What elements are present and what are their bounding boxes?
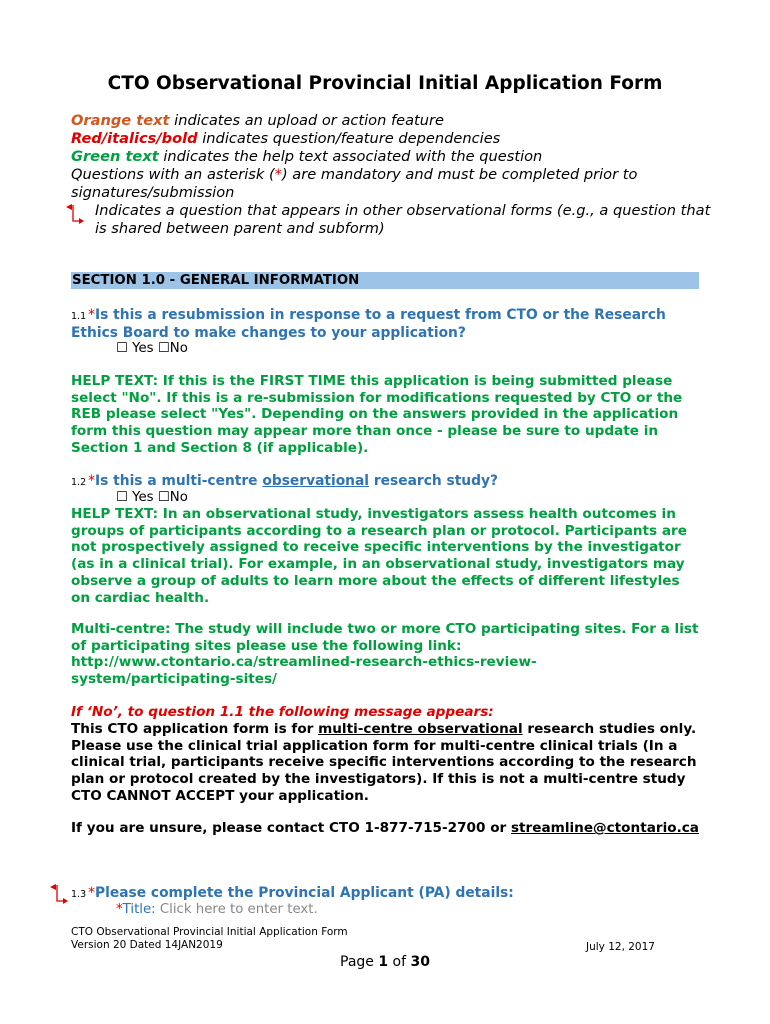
page-total: 30 <box>410 954 430 970</box>
legend-green-desc: indicates the help text associated with the question <box>158 148 543 165</box>
question-text: Please complete the Provincial Applicant (PA) details: <box>95 885 514 901</box>
legend-red-desc: indicates question/feature dependencies <box>197 130 501 147</box>
question-number: 1.3 <box>71 889 87 900</box>
dependency-text: This CTO application form is for <box>71 721 319 737</box>
question-number: 1.1 <box>71 311 87 322</box>
contact-info <box>71 820 701 837</box>
footer <box>71 926 348 952</box>
required-asterisk: * <box>88 473 96 489</box>
footer-version: Version 20 Dated 14JAN2019 <box>71 939 223 951</box>
question-1-1 <box>71 307 701 342</box>
page-of: of <box>388 954 411 970</box>
required-asterisk: * <box>116 902 123 917</box>
legend-asterisk-mark: * <box>274 166 282 183</box>
page-title: CTO Observational Provincial Initial Application Form <box>107 73 663 94</box>
legend-green <box>71 148 711 166</box>
question-number: 1.2 <box>71 477 87 488</box>
shared-question-icon <box>64 202 86 224</box>
section-header: SECTION 1.0 - GENERAL INFORMATION <box>71 272 699 289</box>
legend-red <box>71 130 711 148</box>
shared-question-icon <box>48 882 70 904</box>
help-text-1-2: HELP TEXT: In an observational study, investigators assess health outcomes in groups of participants according to a research plan or protocol. Participants are not prospectively assigned to receive specific interventions by the investigator (as in a clinical trial). For example, in an observational study, investigators may observe a group of adults to learn more about the effects of different lifestyles on cardiac health. <box>71 506 687 606</box>
title-label: Title: <box>122 902 156 917</box>
contact-email-link[interactable]: streamline@ctontario.ca <box>510 820 699 836</box>
question-text-underlined: observational <box>262 473 370 489</box>
legend-orange-desc: indicates an upload or action feature <box>169 112 445 129</box>
legend-orange <box>71 112 711 130</box>
page-label: Page <box>340 954 379 970</box>
legend-red-label: Red/italics/bold <box>71 130 198 147</box>
options-1-2 <box>116 490 188 506</box>
footer-date: July 12, 2017 <box>586 941 655 953</box>
options-1-1 <box>116 341 188 357</box>
question-text: Is this a resubmission in response to a request from CTO or the Research Ethics Board to make changes to your application? <box>71 307 666 341</box>
no-checkbox[interactable]: ☐No <box>157 490 188 505</box>
no-checkbox[interactable]: ☐No <box>157 341 188 356</box>
dependency-title: If ‘No’, to question 1.1 the following message appears: <box>71 704 494 720</box>
legend-asterisk-post: ) are mandatory and must be completed prior to signatures/submission <box>71 166 638 201</box>
question-1-2 <box>71 473 701 491</box>
legend-orange-label: Orange text <box>71 112 170 129</box>
yes-checkbox[interactable]: ☐ Yes <box>116 341 154 356</box>
page-number <box>0 954 770 970</box>
question-text: Is this a multi-centre <box>95 473 263 489</box>
yes-checkbox[interactable]: ☐ Yes <box>116 490 154 505</box>
question-text-end: research study? <box>369 473 499 489</box>
dependency-text-end: research studies only. Please use the clinical trial application form for multi-centre clinical trials (In a clinical trial, participants receive specific interventions according to the research plan or protocol created by the investigators). If this is not a multi-centre study CTO CANNOT ACCEPT your application. <box>71 721 697 804</box>
dependency-text-underlined: multi-centre observational <box>318 721 523 737</box>
page-current: 1 <box>378 954 389 970</box>
legend-green-label: Green text <box>71 148 159 165</box>
title-input[interactable]: Click here to enter text. <box>159 902 318 917</box>
legend-asterisk <box>71 166 711 202</box>
contact-text: If you are unsure, please contact CTO 1-877-715-2700 or <box>71 820 511 836</box>
legend-shared: Indicates a question that appears in other observational forms (e.g., a question that is shared between parent and subform) <box>95 202 711 237</box>
legend-asterisk-pre: Questions with an asterisk ( <box>71 166 275 183</box>
required-asterisk: * <box>88 307 96 323</box>
footer-form-name: CTO Observational Provincial Initial Application Form <box>71 926 348 938</box>
required-asterisk: * <box>88 885 96 901</box>
legend <box>71 112 711 238</box>
help-text-1-1: HELP TEXT: If this is the FIRST TIME this application is being submitted please select "No". If this is a re-submission for modifications requested by CTO or the REB please select "Yes". Depending on the answers provided in the application form this question may appear more than once - please be sure to update in Section 1 and Section 8 (if applicable). <box>71 373 683 456</box>
question-1-3 <box>71 885 701 903</box>
title-field <box>116 902 318 917</box>
dependency-message <box>71 721 701 805</box>
multicentre-help: Multi-centre: The study will include two or more CTO participating sites. For a list of participating sites please use the following link: http://www.ctontario.ca/streamlined-research-ethics-review-system/participating-sites/ <box>71 621 699 688</box>
